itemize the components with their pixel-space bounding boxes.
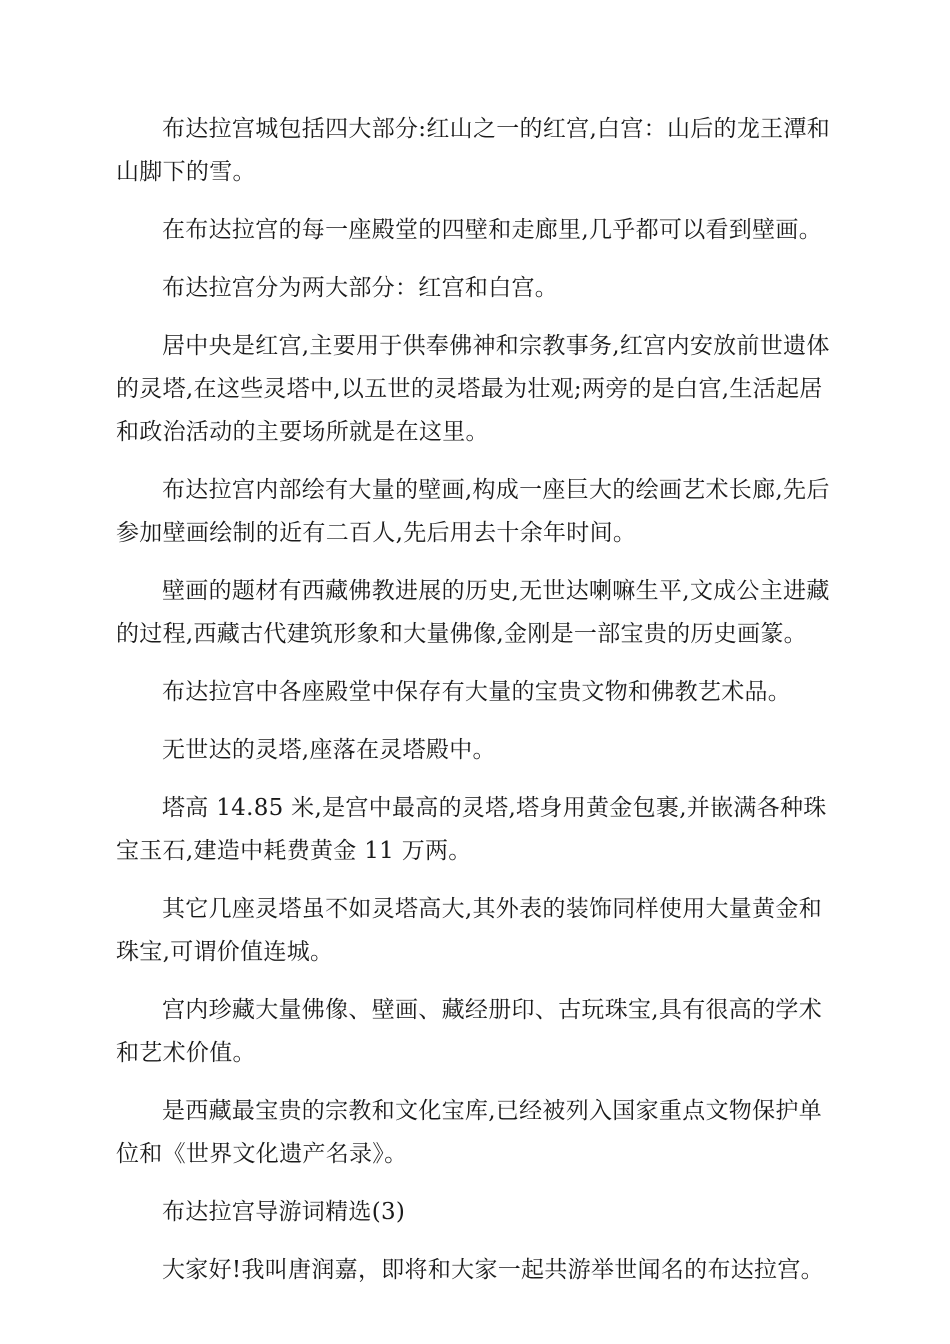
paragraph-13: 大家好!我叫唐润嘉，即将和大家一起共游举世闻名的布达拉宫。 bbox=[162, 1257, 824, 1283]
paragraph-4: 居中央是红宫,主要用于供奉佛神和宗教事务,红宫内安放前世遗体的灵塔,在这些灵塔中,以五世的灵塔最为壮观;两旁的是白宫,生活起居和政治活动的主要场所就是在这里。 bbox=[116, 333, 830, 445]
paragraph-2: 在布达拉宫的每一座殿堂的四壁和走廊里,几乎都可以看到壁画。 bbox=[162, 217, 823, 243]
paragraph-5: 布达拉宫内部绘有大量的壁画,构成一座巨大的绘画艺术长廊,先后参加壁画绘制的近有二百人,先后用去十余年时间。 bbox=[116, 477, 830, 546]
paragraph-11: 宫内珍藏大量佛像、壁画、藏经册印、古玩珠宝,具有很高的学术和艺术价值。 bbox=[116, 997, 823, 1066]
paragraph-1: 布达拉宫城包括四大部分:红山之一的红宫,白宫：山后的龙王潭和山脚下的雪。 bbox=[116, 116, 831, 185]
paragraph-7: 布达拉宫中各座殿堂中保存有大量的宝贵文物和佛教艺术品。 bbox=[162, 679, 792, 705]
paragraph-10: 其它几座灵塔虽不如灵塔高大,其外表的装饰同样使用大量黄金和珠宝,可谓价值连城。 bbox=[116, 896, 823, 965]
paragraph-9: 塔高 14.85 米,是宫中最高的灵塔,塔身用黄金包裹,并嵌满各种珠宝玉石,建造中耗费黄金 11 万两。 bbox=[116, 795, 827, 864]
paragraph-12: 是西藏最宝贵的宗教和文化宝库,已经被列入国家重点文物保护单位和《世界文化遗产名录》。 bbox=[116, 1098, 823, 1167]
document-body bbox=[116, 108, 832, 1307]
section-heading: 布达拉宫导游词精选(3) bbox=[162, 1199, 406, 1225]
paragraph-6: 壁画的题材有西藏佛教进展的历史,无世达喇嘛生平,文成公主进藏的过程,西藏古代建筑形象和大量佛像,金刚是一部宝贵的历史画篆。 bbox=[116, 578, 830, 647]
paragraph-3: 布达拉宫分为两大部分：红宫和白宫。 bbox=[162, 275, 559, 301]
paragraph-8: 无世达的灵塔,座落在灵塔殿中。 bbox=[162, 737, 496, 763]
